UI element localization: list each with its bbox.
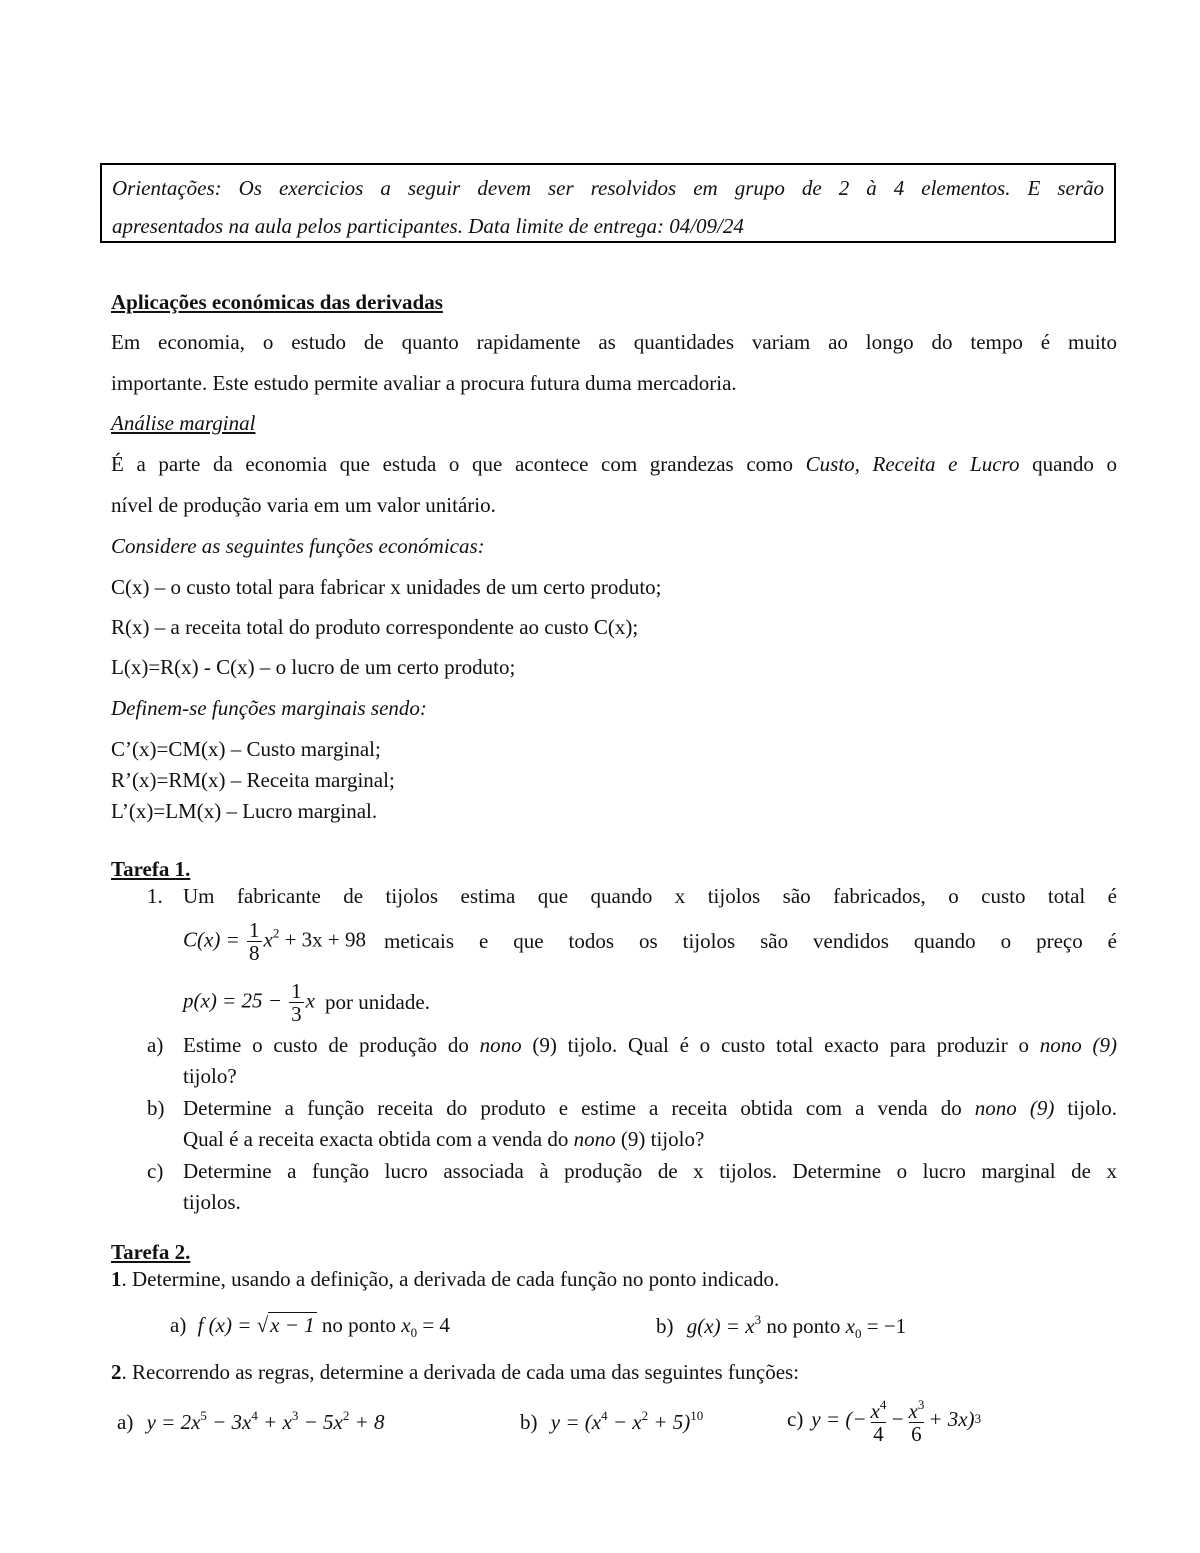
- tarefa1-paragraph-1: Um fabricante de tijolos estima que quando x tijolos são fabricados, o custo total é: [183, 884, 1117, 908]
- q1a-subscript: 0: [410, 1325, 418, 1340]
- item-c-line-2: tijolos.: [183, 1190, 241, 1214]
- cost-rest: + 3x + 98: [279, 926, 367, 951]
- q2a-expression: [117, 1408, 437, 1435]
- price-x: x: [305, 987, 315, 1012]
- tarefa2-title: Tarefa 2.: [111, 1240, 191, 1264]
- q1a-function: f (x) =: [197, 1313, 257, 1337]
- cost-function: [183, 919, 366, 964]
- item-b-text-3: Qual é a receita exacta obtida com a venda do: [183, 1127, 574, 1151]
- orientacoes-line-2: apresentados na aula pelos participantes. Data limite de entrega: 04/09/24: [112, 214, 744, 238]
- q1b-label: b): [656, 1314, 674, 1338]
- marginal-cost: C’(x)=CM(x) – Custo marginal;: [111, 737, 381, 761]
- q2a-formula: $y = 2x^5 - 3x^4 + x^3 - 5x^2 + 8$: [146, 1408, 385, 1434]
- section-title: Aplicações económicas das derivadas: [111, 290, 443, 314]
- item-a-label: a): [147, 1033, 164, 1057]
- q2a-label: a): [117, 1410, 134, 1434]
- item-c-line-1: Determine a função lucro associada à produção de x tijolos. Determine o lucro marginal de x: [183, 1159, 1117, 1183]
- function-cost: C(x) – o custo total para fabricar x unidades de um certo produto;: [111, 575, 662, 599]
- q1-number: 1: [111, 1267, 122, 1291]
- cost-lhs: C(x) =: [183, 926, 245, 951]
- tarefa1-p2-text: meticais e que todos os tijolos são vendidos quando o preço é: [384, 928, 1117, 953]
- cost-exponent: 2: [272, 924, 280, 940]
- item-a-em-2: nono (9): [1039, 1033, 1117, 1057]
- tarefa1-item-number: 1.: [147, 884, 163, 908]
- q1a-radicand: x − 1: [270, 1313, 315, 1337]
- marginal-profit: L’(x)=LM(x) – Lucro marginal.: [111, 799, 378, 823]
- cost-x: x: [263, 926, 273, 951]
- function-revenue: R(x) – a receita total do produto correspondente ao custo C(x);: [111, 615, 639, 639]
- q1-text: . Determine, usando a definição, a derivada de cada função no ponto indicado.: [121, 1267, 780, 1291]
- cost-fraction-den: 8: [249, 940, 260, 965]
- item-a-text-2: (9) tijolo. Qual é o custo total exacto para produzir o: [521, 1033, 1040, 1057]
- cost-fraction-num: 1: [249, 917, 260, 942]
- analise-text-b: quando o: [1019, 452, 1118, 476]
- item-b-line-2: [183, 1127, 1117, 1152]
- q2b-label: b): [520, 1410, 538, 1434]
- q1b-subscript: 0: [854, 1326, 862, 1341]
- tarefa1-paragraph-3: [183, 974, 1117, 1030]
- cost-fraction: [247, 919, 262, 964]
- item-b-label: b): [147, 1096, 165, 1120]
- q1a-value: = 4: [417, 1313, 450, 1337]
- sqrt-icon: √: [256, 1313, 269, 1337]
- price-function: [183, 980, 315, 1025]
- item-c-label: c): [147, 1159, 164, 1183]
- tarefa1-paragraph-2: [183, 914, 1117, 968]
- q1b-text: no ponto: [761, 1314, 846, 1338]
- q2c-label: c): [787, 1406, 804, 1431]
- analise-line-2: nível de produção varia em um valor unitário.: [111, 493, 496, 517]
- tarefa1-p3-text: por unidade.: [324, 989, 430, 1014]
- orientacoes-box: [100, 163, 1116, 243]
- q1b-expression: [656, 1312, 1056, 1342]
- item-a-text-1: Estime o custo de produção do: [183, 1033, 480, 1057]
- price-lhs: p(x) = 25 −: [183, 987, 288, 1012]
- q2b-expression: [520, 1408, 760, 1435]
- marginal-revenue: R’(x)=RM(x) – Receita marginal;: [111, 768, 395, 792]
- q1a-text: no ponto: [316, 1313, 402, 1337]
- tarefa1-title: Tarefa 1.: [111, 857, 191, 881]
- tarefa2-question-2: [111, 1360, 1117, 1385]
- q1b-value: = −1: [861, 1314, 907, 1338]
- analise-text-a: É a parte da economia que estuda o que acontece com grandezas como: [111, 452, 806, 476]
- price-fraction-num: 1: [291, 978, 302, 1003]
- function-profit: L(x)=R(x) - C(x) – o lucro de um certo produto;: [111, 655, 516, 679]
- item-a-em-1: nono: [479, 1033, 522, 1057]
- item-b-line-1: [183, 1096, 1117, 1121]
- q1b-exponent: 3: [754, 1312, 762, 1327]
- tarefa2-question-1: [111, 1267, 1117, 1292]
- item-b-em-2: nono: [573, 1127, 616, 1151]
- item-b-text-2: tijolo.: [1054, 1096, 1117, 1120]
- consider-heading: Considere as seguintes funções económicas:: [111, 534, 485, 558]
- analise-text-em: Custo, Receita e Lucro: [805, 452, 1020, 476]
- analise-title: Análise marginal: [111, 411, 256, 435]
- intro-line-1: Em economia, o estudo de quanto rapidamente as quantidades variam ao longo do tempo é muito: [111, 330, 1117, 354]
- q1a-label: a): [170, 1313, 187, 1337]
- q2c-formula: y = (− $\frac{x^4}{4}$ − $\frac{x^3}{6}$ + 3x) 3: [811, 1396, 982, 1446]
- orientacoes-line-1: Orientações: Os exercicios a seguir devem ser resolvidos em grupo de 2 à 4 elementos. E serão: [112, 176, 1104, 200]
- item-a-line-2: tijolo?: [183, 1064, 237, 1088]
- price-fraction-den: 3: [291, 1001, 302, 1026]
- analise-line-1: [111, 452, 1117, 477]
- price-fraction: [289, 980, 304, 1025]
- item-b-text-1: Determine a função receita do produto e estime a receita obtida com a venda do: [183, 1096, 975, 1120]
- q1b-function: g(x) = x: [686, 1314, 755, 1338]
- q1b-point: x: [845, 1314, 855, 1338]
- q2-number: 2: [111, 1360, 122, 1384]
- q1a-point: x: [401, 1313, 411, 1337]
- definem-heading: Definem-se funções marginais sendo:: [111, 696, 427, 720]
- item-b-em-1: nono (9): [974, 1096, 1055, 1120]
- q2b-formula: $y = (x^4 - x^2 + 5)^{10}$: [550, 1408, 704, 1434]
- item-a-line-1: [183, 1033, 1117, 1058]
- q1a-expression: [170, 1312, 570, 1341]
- intro-line-2: importante. Este estudo permite avaliar a procura futura duma mercadoria.: [111, 371, 737, 395]
- item-b-text-4: (9) tijolo?: [615, 1127, 705, 1151]
- q2c-expression: [787, 1384, 1087, 1454]
- q2-text: . Recorrendo as regras, determine a derivada de cada uma das seguintes funções:: [121, 1360, 800, 1384]
